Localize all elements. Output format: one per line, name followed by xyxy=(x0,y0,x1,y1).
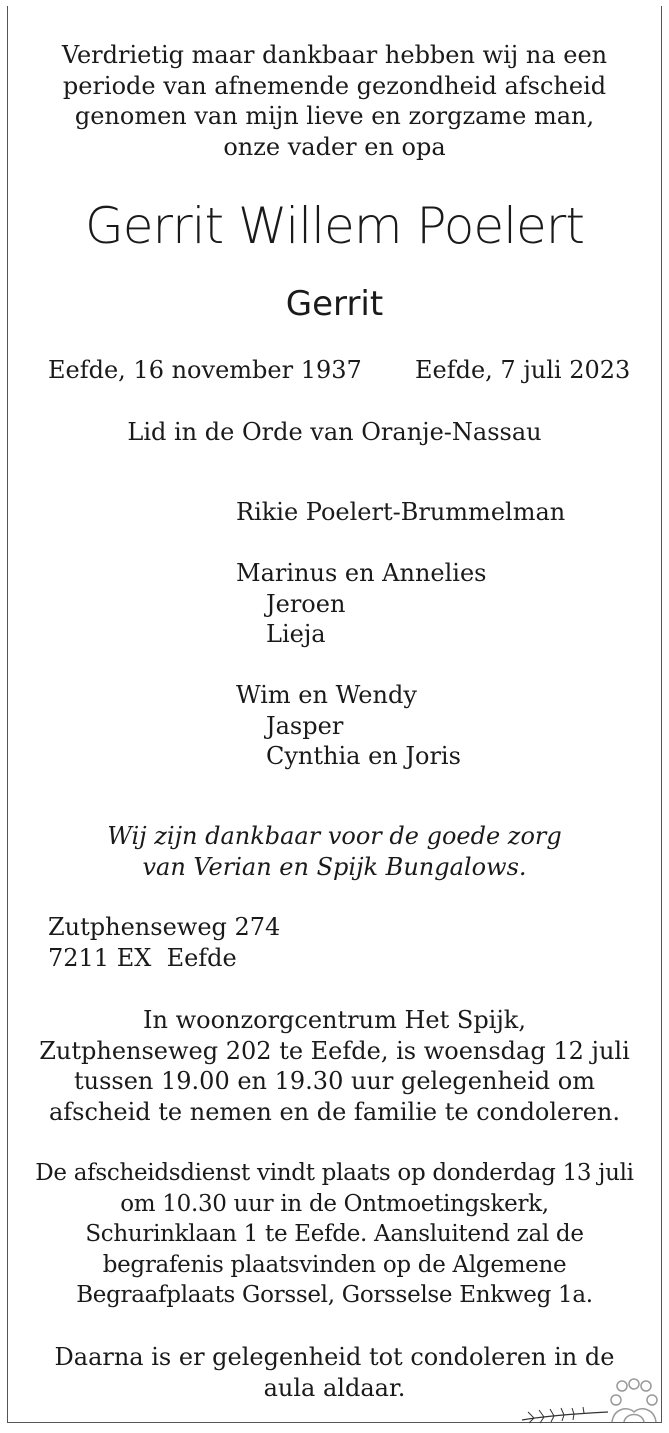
deceased-nickname: Gerrit xyxy=(285,284,384,324)
family-child: Cynthia en Joris xyxy=(266,742,461,770)
birth-date: Eefde, 16 november 1937 xyxy=(48,356,362,384)
address-block: Zutphenseweg 274 7211 EX Eefde xyxy=(48,913,281,972)
family-parents: Wim en Wendy xyxy=(236,681,417,709)
service-text: De afscheidsdienst vindt plaats op donderdag 13 juli om 10.30 uur in de Ontmoetingskerk, Schurinklaan 1 te Eefde. Aansluitend zal de begrafenis plaatsvinden op de Algemene Begraafplaats Gorssel, Gorsselse Enkweg 1a. xyxy=(35,1160,634,1308)
death-date: Eefde, 7 juli 2023 xyxy=(415,356,631,384)
deceased-name: Gerrit Willem Poelert xyxy=(85,197,584,255)
thanks-text: Wij zijn dankbaar voor de goede zorg van Verian en Spijk Bungalows. xyxy=(107,822,562,881)
leaf-sprig-icon xyxy=(520,1404,610,1426)
family-child: Jasper xyxy=(266,711,344,740)
family-parents: Marinus en Annelies xyxy=(236,559,487,587)
family-child: Lieja xyxy=(266,620,326,648)
family-group-1 xyxy=(236,558,487,650)
closing-text: Daarna is er gelegenheid tot condoleren in de aula aldaar. xyxy=(54,1343,615,1402)
viewing-text: In woonzorgcentrum Het Spijk, Zutphenseweg 202 te Eefde, is woensdag 12 juli tussen 19.00 en 19.30 uur gelegenheid om afscheid te nemen en de familie te condoleren. xyxy=(39,1006,630,1126)
spouse-name: Rikie Poelert-Brummelman xyxy=(236,498,566,526)
family-group-2 xyxy=(236,680,461,772)
intro-text: Verdrietig maar dankbaar hebben wij na een periode van afnemende gezondheid afscheid genomen van mijn lieve en zorgzame man, onze vader en opa xyxy=(61,41,608,161)
family-child: Jeroen xyxy=(266,589,346,618)
family-circles-logo xyxy=(608,1378,660,1424)
honor-text: Lid in de Orde van Oranje-Nassau xyxy=(127,418,542,446)
